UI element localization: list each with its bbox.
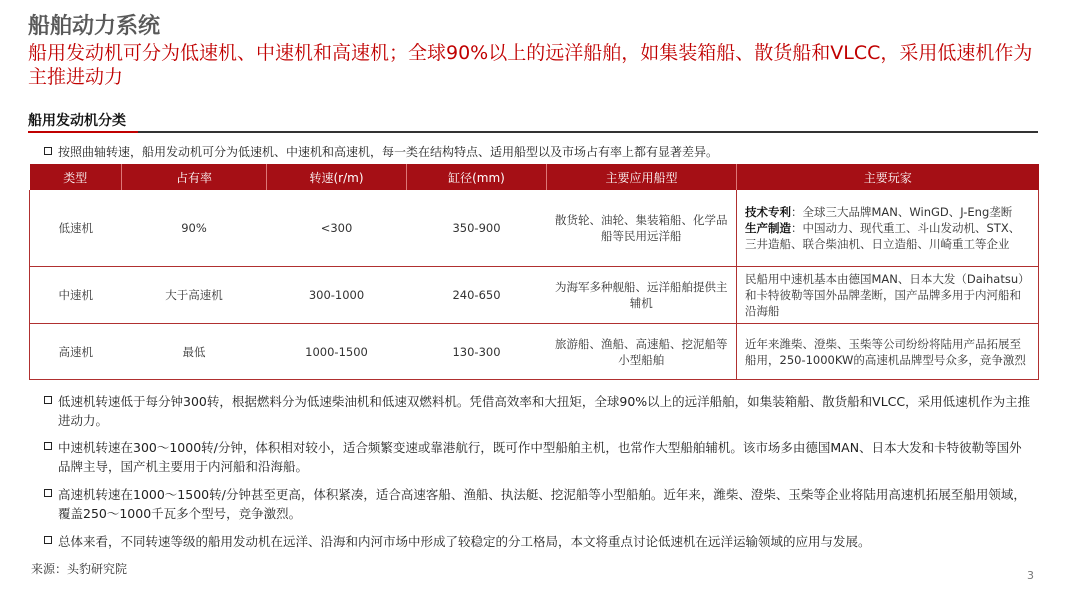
source-note: 来源：头豹研究院 [31, 562, 128, 576]
column-header: 缸径(mm) [407, 164, 547, 190]
cell-type: 中速机 [30, 267, 122, 324]
bullet-text: 中速机转速在300～1000转/分钟，体积相对较小，适合频繁变速或靠港航行，既可作中型船舶主机，也常作大型船舶辅机。该市场多由德国MAN、日本大发和卡特彼勒等国外品牌主导，国产机主要用于内河船和沿海船。 [58, 440, 1022, 474]
column-header: 主要应用船型 [547, 164, 737, 190]
table-row [30, 324, 1039, 380]
intro-bullet [44, 143, 1034, 162]
checkbox-bullet-icon [44, 147, 52, 155]
cell-bore: 350-900 [407, 190, 547, 267]
cell-players: 民船用中速机基本由德国MAN、日本大发（Daihatsu）和卡特彼勒等国外品牌垄断，国产品牌多用于内河船和沿海船 [737, 267, 1039, 324]
players-text-manufacturing: ：中国动力、现代重工、斗山发动机、STX、三井造船、联合柴油机、日立造船、川崎重工等企业 [745, 221, 1021, 251]
cell-speed: 300-1000 [267, 267, 407, 324]
cell-speed: <300 [267, 190, 407, 267]
column-header: 主要玩家 [737, 164, 1039, 190]
checkbox-bullet-icon [44, 396, 52, 404]
intro-text: 按照曲轴转速，船用发动机可分为低速机、中速机和高速机，每一类在结构特点、适用船型以及市场占有率上都有显著差异。 [58, 145, 719, 159]
cell-bore: 240-650 [407, 267, 547, 324]
players-label-manufacturing: 生产制造 [745, 221, 791, 235]
cell-ships: 为海军多种舰船、远洋船舶提供主辅机 [547, 267, 737, 324]
engine-classification-table [29, 164, 1039, 380]
page-subtitle: 船用发动机可分为低速机、中速机和高速机；全球90%以上的远洋船舶，如集装箱船、散货船和VLCC，采用低速机作为主推进动力 [28, 42, 1033, 88]
cell-type: 高速机 [30, 324, 122, 380]
cell-share: 90% [122, 190, 267, 267]
cell-ships: 散货轮、油轮、集装箱船、化学品船等民用远洋船 [547, 190, 737, 267]
section-divider [28, 131, 1038, 133]
column-header: 类型 [30, 164, 122, 190]
bullet-text: 低速机转速低于每分钟300转，根据燃料分为低速柴油机和低速双燃料机。凭借高效率和大扭矩，全球90%以上的远洋船舶，如集装箱船、散货船和VLCC，采用低速机作为主推进动力。 [58, 394, 1031, 428]
table-header-row [30, 164, 1039, 190]
cell-ships: 旅游船、渔船、高速船、挖泥船等小型船舶 [547, 324, 737, 380]
table-row [30, 190, 1039, 267]
section-heading: 船用发动机分类 [28, 113, 126, 129]
cell-share: 最低 [122, 324, 267, 380]
table-row [30, 267, 1039, 324]
bullet-text: 高速机转速在1000～1500转/分钟甚至更高，体积紧凑，适合高速客船、渔船、执法艇、挖泥船等小型船舶。近年来，潍柴、澄柴、玉柴等企业将陆用高速机拓展至船用领域，覆盖250～1000千瓦多个型号，竞争激烈。 [58, 487, 1026, 521]
list-item [44, 532, 1034, 551]
bullet-text: 总体来看，不同转速等级的船用发动机在远洋、沿海和内河市场中形成了较稳定的分工格局，本文将重点讨论低速机在远洋运输领域的应用与发展。 [58, 534, 871, 549]
checkbox-bullet-icon [44, 442, 52, 450]
players-text-patent: ：全球三大品牌MAN、WinGD、J-Eng垄断 [791, 205, 1013, 219]
checkbox-bullet-icon [44, 536, 52, 544]
cell-speed: 1000-1500 [267, 324, 407, 380]
page-number: 3 [1027, 569, 1034, 582]
players-label-patent: 技术专利 [745, 205, 791, 219]
cell-players: 近年来潍柴、澄柴、玉柴等公司纷纷将陆用产品拓展至船用，250-1000KW的高速机品牌型号众多，竞争激烈 [737, 324, 1039, 380]
list-item [44, 485, 1034, 523]
section-divider-accent [28, 131, 138, 133]
page-title: 船舶动力系统 [28, 14, 161, 39]
list-item [44, 392, 1034, 430]
cell-bore: 130-300 [407, 324, 547, 380]
checkbox-bullet-icon [44, 489, 52, 497]
cell-players [737, 190, 1039, 267]
column-header: 转速(r/m) [267, 164, 407, 190]
cell-share: 大于高速机 [122, 267, 267, 324]
cell-type: 低速机 [30, 190, 122, 267]
list-item [44, 438, 1034, 476]
column-header: 占有率 [122, 164, 267, 190]
